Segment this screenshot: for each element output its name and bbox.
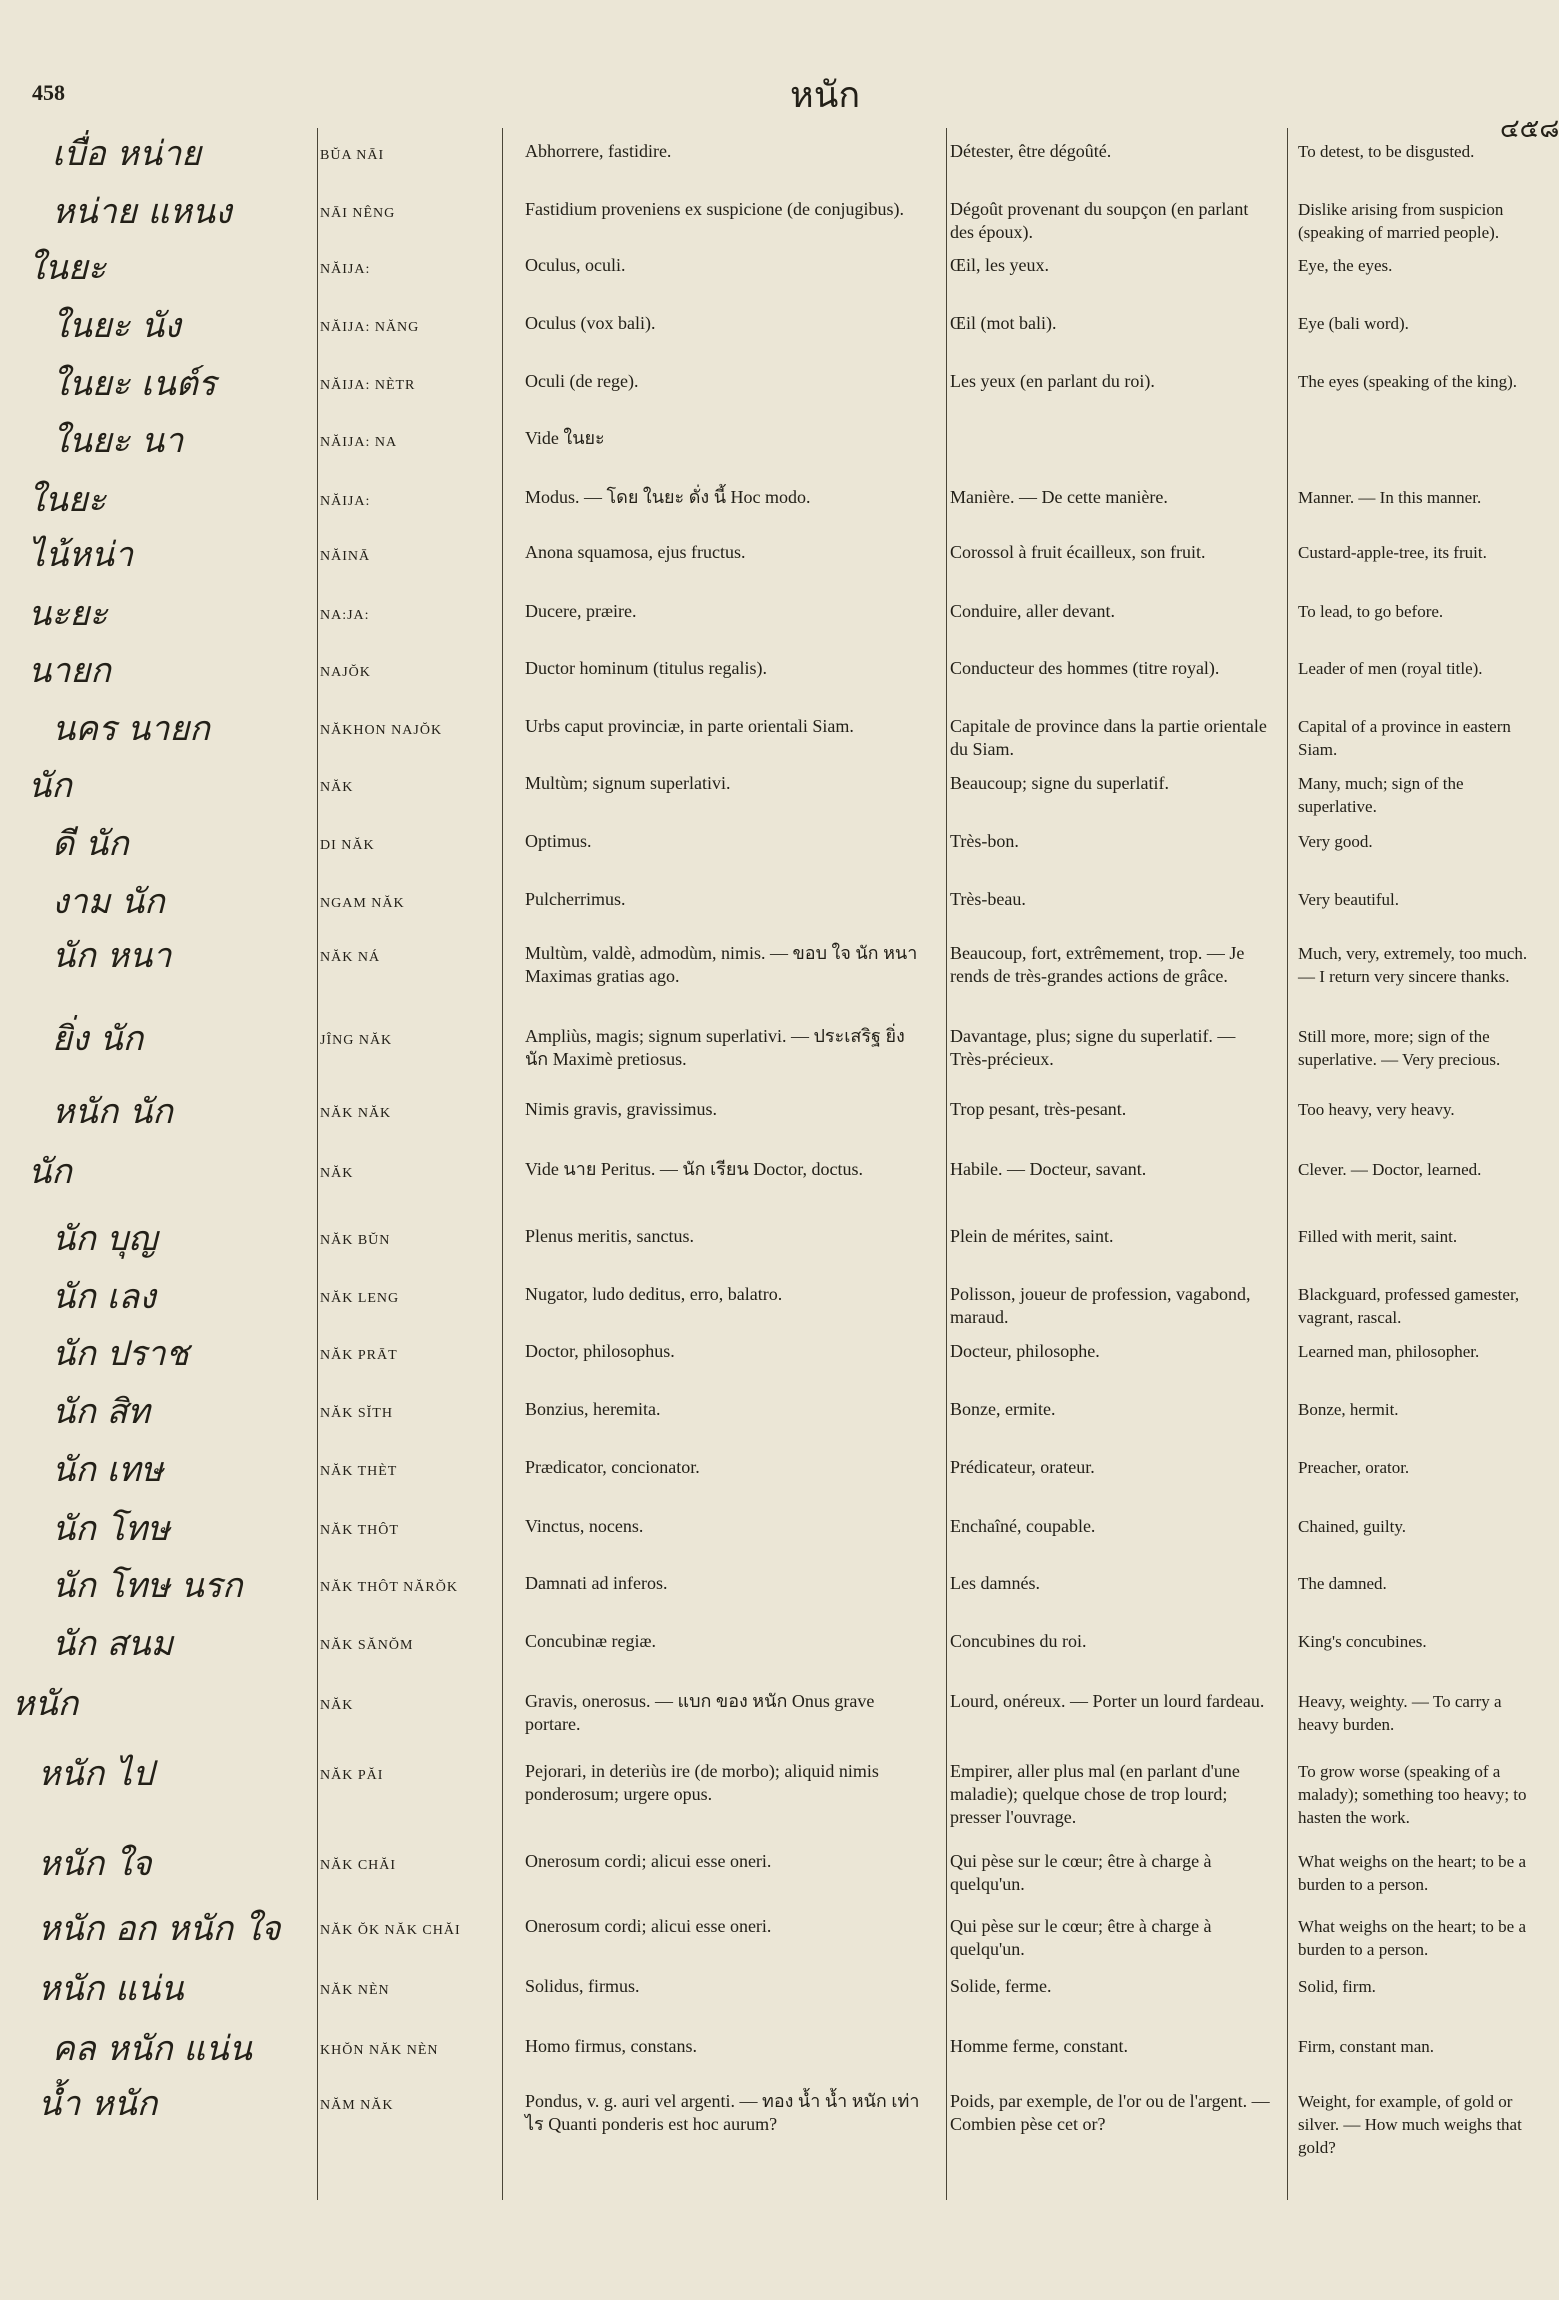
thai-headword: หนัก xyxy=(12,1684,79,1724)
latin-definition: Multùm; signum superlativi. xyxy=(525,773,731,793)
entry-row xyxy=(0,709,1539,775)
thai-headword: นัก โทษ xyxy=(52,1509,170,1549)
thai-headword: งาม นัก xyxy=(52,882,165,922)
thai-headword: คล หนัก แน่น xyxy=(52,2029,252,2069)
romanization: NĂK xyxy=(320,1166,354,1181)
french-definition: Corossol à fruit écailleux, son fruit. xyxy=(950,542,1206,562)
entry-row xyxy=(0,480,1539,546)
latin-definition: Nugator, ludo deditus, erro, balatro. xyxy=(525,1284,783,1304)
english-definition: Manner. — In this manner. xyxy=(1298,488,1482,507)
french-definition: Capitale de province dans la partie orientale du Siam. xyxy=(950,716,1267,759)
latin-definition: Concubinæ regiæ. xyxy=(525,1631,656,1651)
french-definition: Poids, par exemple, de l'or ou de l'argent. — Combien pèse cet or? xyxy=(950,2091,1270,2134)
english-definition: What weighs on the heart; to be a burden to a person. xyxy=(1298,1917,1527,1959)
entry-row xyxy=(0,766,1539,832)
romanization: NĂK ŎK NĂK CHĂI xyxy=(320,1923,461,1938)
thai-headword: ในยะ นัง xyxy=(52,306,181,346)
thai-headword: นัก บุญ xyxy=(52,1219,158,1259)
entry-row xyxy=(0,1152,1539,1218)
english-definition: What weighs on the heart; to be a burden to a person. xyxy=(1298,1852,1527,1894)
latin-definition: Optimus. xyxy=(525,831,592,851)
latin-definition: Ampliùs, magis; signum superlativi. — ประเสริฐ ยิ่ง นัก Maximè pretiosus. xyxy=(525,1026,905,1069)
thai-headword: ดี นัก xyxy=(52,824,129,864)
page-number: 458 xyxy=(32,80,65,105)
latin-definition: Oculi (de rege). xyxy=(525,371,639,391)
entry-row xyxy=(0,421,1539,487)
french-definition: Bonze, ermite. xyxy=(950,1399,1056,1419)
french-definition: Très-bon. xyxy=(950,831,1019,851)
latin-definition: Fastidium proveniens ex suspicione (de conjugibus). xyxy=(525,199,904,219)
latin-definition: Gravis, onerosus. — แบก ของ หนัก Onus grave portare. xyxy=(525,1691,875,1734)
romanization: NĂK NĂK xyxy=(320,1106,392,1121)
english-definition: Very good. xyxy=(1298,832,1373,851)
entry-row xyxy=(0,651,1539,717)
latin-definition: Ducere, præire. xyxy=(525,601,637,621)
english-definition: Much, very, extremely, too much. — I return very sincere thanks. xyxy=(1298,944,1528,986)
thai-headword: เบื่อ หน่าย xyxy=(52,134,202,174)
english-definition: Chained, guilty. xyxy=(1298,1517,1406,1536)
english-definition: Very beautiful. xyxy=(1298,890,1400,909)
french-definition: Habile. — Docteur, savant. xyxy=(950,1159,1147,1179)
romanization: NĂK LENG xyxy=(320,1291,400,1306)
thai-headword: นัก หนา xyxy=(52,936,172,976)
english-definition: Dislike arising from suspicion (speaking of married people). xyxy=(1298,200,1504,242)
french-definition: Manière. — De cette manière. xyxy=(950,487,1168,507)
thai-headword: หน่าย แหนง xyxy=(52,192,232,232)
latin-definition: Pejorari, in deteriùs ire (de morbo); aliquid nimis ponderosum; urgere opus. xyxy=(525,1761,879,1804)
entry-row xyxy=(0,1566,1539,1632)
entry-row xyxy=(0,248,1539,314)
french-definition: Conducteur des hommes (titre royal). xyxy=(950,658,1220,678)
english-definition: Eye, the eyes. xyxy=(1298,256,1393,275)
romanization: NĂK NÁ xyxy=(320,950,381,965)
english-definition: Many, much; sign of the superlative. xyxy=(1298,774,1464,816)
thai-headword: ในยะ xyxy=(28,480,107,520)
french-definition: Les yeux (en parlant du roi). xyxy=(950,371,1155,391)
english-definition: Blackguard, professed gamester, vagrant, rascal. xyxy=(1298,1285,1520,1327)
english-definition: Leader of men (royal title). xyxy=(1298,659,1483,678)
entry-row xyxy=(0,1450,1539,1516)
french-definition: Les damnés. xyxy=(950,1573,1040,1593)
french-definition: Solide, ferme. xyxy=(950,1976,1052,1996)
thai-headword: นัก เลง xyxy=(52,1277,156,1317)
thai-headword: หนัก นัก xyxy=(52,1092,173,1132)
english-definition: Heavy, weighty. — To carry a heavy burden. xyxy=(1298,1692,1502,1734)
romanization: NA:JA: xyxy=(320,608,370,623)
thai-headword: นัก ปราช xyxy=(52,1334,189,1374)
romanization: NĂKHON NAJŎK xyxy=(320,723,443,738)
entry-row xyxy=(0,1277,1539,1343)
french-definition: Lourd, onéreux. — Porter un lourd fardeau. xyxy=(950,1691,1265,1711)
english-definition: The eyes (speaking of the king). xyxy=(1298,372,1518,391)
french-definition: Beaucoup, fort, extrêmement, trop. — Je rends de très-grandes actions de grâce. xyxy=(950,943,1245,986)
entry-row xyxy=(0,1019,1539,1085)
romanization: DI NĂK xyxy=(320,838,375,853)
entry-row xyxy=(0,824,1539,890)
latin-definition: Onerosum cordi; alicui esse oneri. xyxy=(525,1916,772,1936)
thai-headword: หนัก อก หนัก ใจ xyxy=(38,1909,281,1949)
english-definition: Bonze, hermit. xyxy=(1298,1400,1399,1419)
french-definition: Docteur, philosophe. xyxy=(950,1341,1100,1361)
thai-headword: ในยะ เนต์ร xyxy=(52,364,217,404)
entry-row xyxy=(0,1392,1539,1458)
latin-definition: Oculus (vox bali). xyxy=(525,313,656,333)
romanization: NĂK xyxy=(320,1698,354,1713)
thai-headword: หนัก แน่น xyxy=(38,1969,184,2009)
french-definition: Empirer, aller plus mal (en parlant d'une maladie); quelque chose de trop lourd; presser l'ouvrage. xyxy=(950,1761,1240,1827)
latin-definition: Vinctus, nocens. xyxy=(525,1516,644,1536)
romanization: NAJŎK xyxy=(320,665,371,680)
english-definition: Still more, more; sign of the superlative. — Very precious. xyxy=(1298,1027,1501,1069)
romanization: NĂIJA: NÈTR xyxy=(320,378,416,393)
english-definition: Eye (bali word). xyxy=(1298,314,1409,333)
french-definition: Beaucoup; signe du superlatif. xyxy=(950,773,1169,793)
english-definition: Filled with merit, saint. xyxy=(1298,1227,1458,1246)
romanization: NĂK NÈN xyxy=(320,1983,390,1998)
french-definition: Œil, les yeux. xyxy=(950,255,1049,275)
entry-row xyxy=(0,1624,1539,1690)
romanization: NĂK THÔT NĂRŎK xyxy=(320,1580,458,1595)
latin-definition: Pondus, v. g. auri vel argenti. — ทอง น้ำ น้ำ หนัก เท่า ไร Quanti ponderis est hoc aurum? xyxy=(525,2091,920,2134)
entry-row xyxy=(0,1754,1539,1827)
english-definition: Capital of a province in eastern Siam. xyxy=(1298,717,1511,759)
romanization: NĂK SĂNŎM xyxy=(320,1638,414,1653)
latin-definition: Multùm, valdè, admodùm, nimis. — ขอบ ใจ นัก หนา Maximas gratias ago. xyxy=(525,943,918,986)
romanization: NĂK BŬN xyxy=(320,1233,391,1248)
latin-definition: Bonzius, heremita. xyxy=(525,1399,661,1419)
entry-row xyxy=(0,535,1539,601)
english-definition: To lead, to go before. xyxy=(1298,602,1444,621)
french-definition: Œil (mot bali). xyxy=(950,313,1057,333)
latin-definition: Ductor hominum (titulus regalis). xyxy=(525,658,767,678)
entry-row xyxy=(0,2084,1539,2157)
thai-headword: นัก เทษ xyxy=(52,1450,164,1490)
thai-headword: หนัก ใจ xyxy=(38,1844,152,1884)
page-heading: หนัก xyxy=(790,75,861,116)
english-definition: Custard-apple-tree, its fruit. xyxy=(1298,543,1487,562)
english-definition: Learned man, philosopher. xyxy=(1298,1342,1480,1361)
latin-definition: Vide นาย Peritus. — นัก เรียน Doctor, doctus. xyxy=(525,1159,864,1179)
latin-definition: Oculus, oculi. xyxy=(525,255,626,275)
english-definition: Firm, constant man. xyxy=(1298,2037,1434,2056)
latin-definition: Nimis gravis, gravissimus. xyxy=(525,1099,717,1119)
thai-headword: นัก สิท xyxy=(52,1392,150,1432)
romanization: KHŎN NĂK NÈN xyxy=(320,2043,439,2058)
latin-definition: Vide ในยะ xyxy=(525,428,605,448)
romanization: NĂINĀ xyxy=(320,549,371,564)
french-definition: Prédicateur, orateur. xyxy=(950,1457,1095,1477)
romanization: NĂK CHĂI xyxy=(320,1858,397,1873)
romanization: NĂIJA: NA xyxy=(320,435,398,450)
entry-row xyxy=(0,936,1539,1002)
thai-headword: ไน้หน่า xyxy=(28,535,134,575)
french-definition: Trop pesant, très-pesant. xyxy=(950,1099,1127,1119)
thai-headword: นายก xyxy=(28,651,111,691)
latin-definition: Doctor, philosophus. xyxy=(525,1341,675,1361)
french-definition: Qui pèse sur le cœur; être à charge à quelqu'un. xyxy=(950,1851,1212,1894)
latin-definition: Prædicator, concionator. xyxy=(525,1457,700,1477)
romanization: NĂK PĂI xyxy=(320,1768,384,1783)
french-definition: Dégoût provenant du soupçon (en parlant des époux). xyxy=(950,199,1249,242)
thai-headword: นคร นายก xyxy=(52,709,210,749)
entry-row xyxy=(0,1909,1539,1975)
romanization: NĂIJA: xyxy=(320,494,371,509)
entry-row xyxy=(0,192,1539,258)
latin-definition: Plenus meritis, sanctus. xyxy=(525,1226,694,1246)
romanization: NĂIJA: NĂNG xyxy=(320,320,420,335)
french-definition: Davantage, plus; signe du superlatif. — Très-précieux. xyxy=(950,1026,1236,1069)
thai-headword: นัก โทษ นรก xyxy=(52,1566,243,1606)
thai-headword: น้ำ หนัก xyxy=(38,2084,158,2124)
entry-row xyxy=(0,2029,1539,2095)
english-definition: Solid, firm. xyxy=(1298,1977,1376,1996)
thai-headword: นะยะ xyxy=(28,594,108,634)
latin-definition: Modus. — โดย ในยะ ดั่ง นี้ Hoc modo. xyxy=(525,487,811,507)
french-definition: Plein de mérites, saint. xyxy=(950,1226,1114,1246)
english-definition: Clever. — Doctor, learned. xyxy=(1298,1160,1482,1179)
thai-headword: ในยะ xyxy=(28,248,107,288)
entry-row xyxy=(0,594,1539,660)
page-number-thai: ๔๕๘ xyxy=(1500,114,1559,144)
thai-headword: นัก สนม xyxy=(52,1624,174,1664)
romanization: NĂK THÈT xyxy=(320,1464,398,1479)
english-definition: To grow worse (speaking of a malady); something too heavy; to hasten the work. xyxy=(1298,1762,1527,1827)
english-definition: Too heavy, very heavy. xyxy=(1298,1100,1455,1119)
french-definition: Polisson, joueur de profession, vagabond, maraud. xyxy=(950,1284,1251,1327)
romanization: JÎNG NĂK xyxy=(320,1033,393,1048)
latin-definition: Onerosum cordi; alicui esse oneri. xyxy=(525,1851,772,1871)
thai-headword: นัก xyxy=(28,1152,72,1192)
latin-definition: Homo firmus, constans. xyxy=(525,2036,697,2056)
thai-headword: หนัก ไป xyxy=(38,1754,154,1794)
english-definition: King's concubines. xyxy=(1298,1632,1427,1651)
thai-headword: ยิ่ง นัก xyxy=(52,1019,144,1059)
romanization: NĂK SĬTH xyxy=(320,1406,393,1421)
english-definition: Weight, for example, of gold or silver. — How much weighs that gold? xyxy=(1298,2092,1522,2157)
french-definition: Concubines du roi. xyxy=(950,1631,1087,1651)
latin-definition: Anona squamosa, ejus fructus. xyxy=(525,542,746,562)
romanization: NĀI NÊNG xyxy=(320,206,396,221)
english-definition: The damned. xyxy=(1298,1574,1387,1593)
french-definition: Homme ferme, constant. xyxy=(950,2036,1128,2056)
romanization: NĂK xyxy=(320,780,354,795)
french-definition: Détester, être dégoûté. xyxy=(950,141,1112,161)
french-definition: Qui pèse sur le cœur; être à charge à quelqu'un. xyxy=(950,1916,1212,1959)
romanization: BŬA NĀI xyxy=(320,148,385,163)
latin-definition: Damnati ad inferos. xyxy=(525,1573,668,1593)
latin-definition: Solidus, firmus. xyxy=(525,1976,640,1996)
entry-row xyxy=(0,1219,1539,1285)
french-definition: Conduire, aller devant. xyxy=(950,601,1115,621)
entry-row xyxy=(0,1334,1539,1400)
romanization: NGAM NĂK xyxy=(320,896,405,911)
latin-definition: Urbs caput provinciæ, in parte orientali Siam. xyxy=(525,716,854,736)
entry-row xyxy=(0,1092,1539,1158)
entry-row xyxy=(0,306,1539,372)
entry-row xyxy=(0,882,1539,948)
french-definition: Très-beau. xyxy=(950,889,1026,909)
english-definition: Preacher, orator. xyxy=(1298,1458,1410,1477)
entry-row xyxy=(0,364,1539,430)
latin-definition: Abhorrere, fastidire. xyxy=(525,141,672,161)
romanization: NĂM NĂK xyxy=(320,2098,394,2113)
english-definition: To detest, to be disgusted. xyxy=(1298,142,1475,161)
romanization: NĂK PRĀT xyxy=(320,1348,398,1363)
romanization: NĂIJA: xyxy=(320,262,371,277)
thai-headword: นัก xyxy=(28,766,72,806)
latin-definition: Pulcherrimus. xyxy=(525,889,626,909)
french-definition: Enchaîné, coupable. xyxy=(950,1516,1096,1536)
romanization: NĂK THÔT xyxy=(320,1523,399,1538)
thai-headword: ในยะ นา xyxy=(52,421,184,461)
entry-row xyxy=(0,1684,1539,1750)
